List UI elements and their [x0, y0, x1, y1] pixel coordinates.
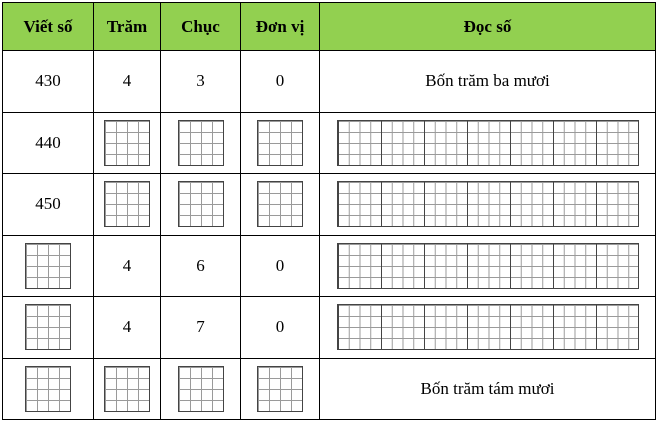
cell-doc-so [320, 235, 656, 297]
cell-chuc: 6 [161, 235, 241, 297]
cell-don-vi: 0 [241, 297, 320, 359]
answer-box-chuc[interactable] [178, 366, 224, 412]
header-row [3, 3, 656, 51]
answer-box-viet-so[interactable] [25, 366, 71, 412]
table-row [3, 297, 656, 359]
table-row [3, 51, 656, 113]
answer-writing-grid[interactable] [337, 181, 639, 227]
cell-tram [94, 112, 161, 174]
answer-box-viet-so[interactable] [25, 243, 71, 289]
cell-doc-so: Bốn trăm tám mươi [320, 358, 656, 420]
table-row [3, 112, 656, 174]
answer-box-chuc[interactable] [178, 181, 224, 227]
cell-doc-so [320, 297, 656, 359]
cell-viet-so: 450 [3, 174, 94, 236]
header-don-vi: Đơn vị [241, 3, 320, 51]
cell-chuc: 7 [161, 297, 241, 359]
cell-tram: 4 [94, 235, 161, 297]
cell-viet-so [3, 235, 94, 297]
cell-chuc: 3 [161, 51, 241, 113]
cell-doc-so [320, 174, 656, 236]
cell-viet-so [3, 358, 94, 420]
cell-don-vi [241, 358, 320, 420]
cell-chuc [161, 112, 241, 174]
table-row [3, 358, 656, 420]
answer-writing-grid[interactable] [337, 304, 639, 350]
header-chuc: Chục [161, 3, 241, 51]
header-tram: Trăm [94, 3, 161, 51]
answer-box-don-vi[interactable] [257, 181, 303, 227]
cell-chuc [161, 174, 241, 236]
cell-don-vi [241, 112, 320, 174]
table-row [3, 174, 656, 236]
answer-writing-grid[interactable] [337, 120, 639, 166]
cell-doc-so [320, 112, 656, 174]
cell-chuc [161, 358, 241, 420]
cell-don-vi: 0 [241, 235, 320, 297]
answer-box-chuc[interactable] [178, 120, 224, 166]
answer-box-viet-so[interactable] [25, 304, 71, 350]
cell-viet-so: 430 [3, 51, 94, 113]
cell-don-vi [241, 174, 320, 236]
answer-box-tram[interactable] [104, 120, 150, 166]
answer-box-don-vi[interactable] [257, 366, 303, 412]
cell-doc-so: Bốn trăm ba mươi [320, 51, 656, 113]
cell-tram [94, 174, 161, 236]
cell-tram: 4 [94, 297, 161, 359]
cell-viet-so: 440 [3, 112, 94, 174]
answer-box-don-vi[interactable] [257, 120, 303, 166]
table-row [3, 235, 656, 297]
header-viet-so: Viết số [3, 3, 94, 51]
answer-writing-grid[interactable] [337, 243, 639, 289]
place-value-table [2, 2, 656, 420]
cell-viet-so [3, 297, 94, 359]
cell-tram [94, 358, 161, 420]
header-doc-so: Đọc số [320, 3, 656, 51]
answer-box-tram[interactable] [104, 181, 150, 227]
cell-don-vi: 0 [241, 51, 320, 113]
cell-tram: 4 [94, 51, 161, 113]
answer-box-tram[interactable] [104, 366, 150, 412]
